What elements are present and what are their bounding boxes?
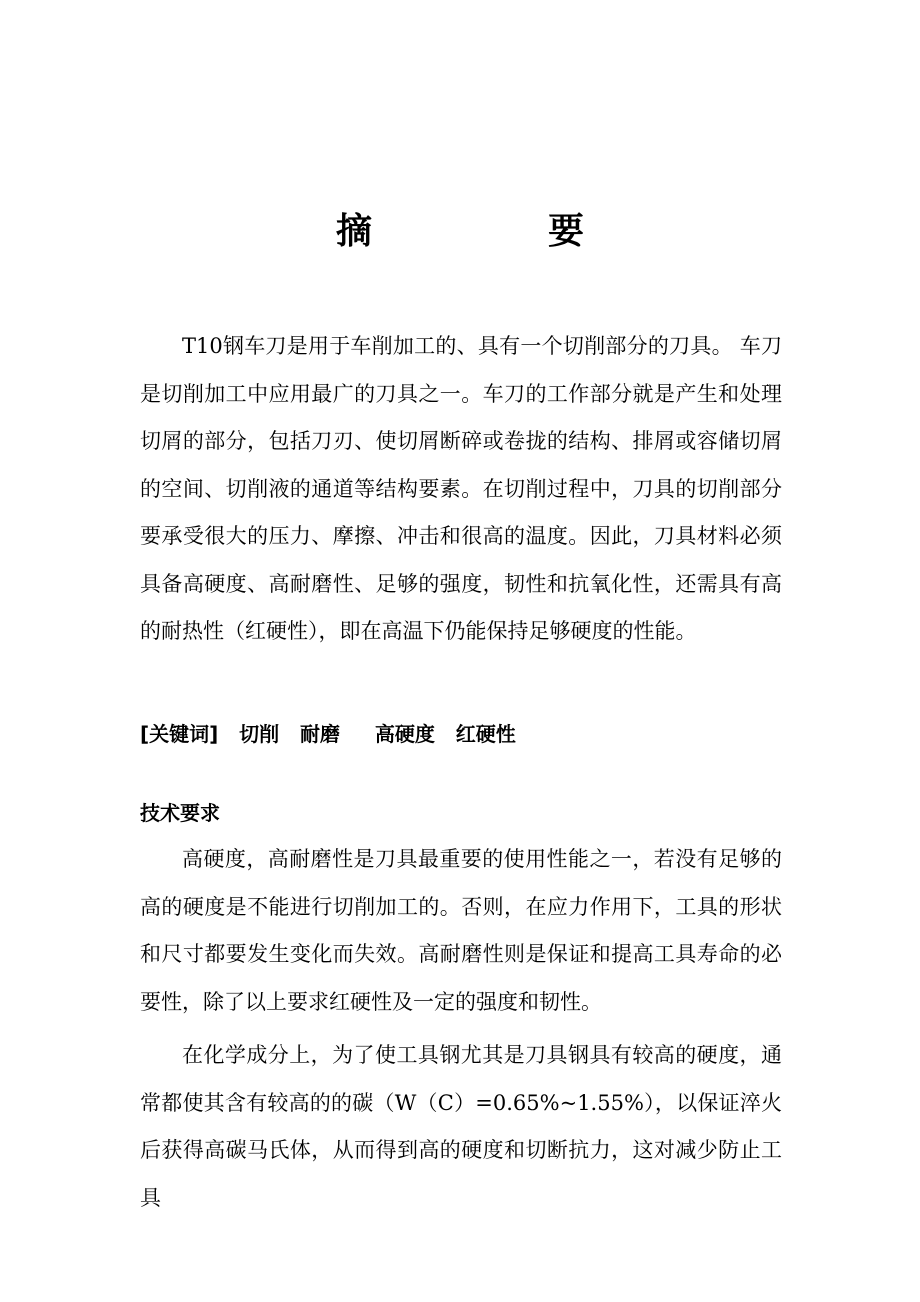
abstract-title: 摘 要 (335, 211, 654, 252)
section-heading-tech-requirements: 技术要求 (140, 801, 220, 825)
abstract-paragraph: T10钢车刀是用于车削加工的、具有一个切削部分的刀具。 车刀是切削加工中应用最广的刀具之一。车刀的工作部分就是产生和处理切屑的部分，包括刀刃、使切屑断碎或卷拢的结构、排屑或容储切屑的空间、切削液的通道等结构要素。在切削过程中，刀具的切削部分要承受很大的压力、摩擦、冲击和很高的温度。因此，刀具材料必须具备高硬度、高耐磨性、足够的强度，韧性和抗氧化性，还需具有高的耐热性（红硬性），即在高温下仍能保持足够硬度的性能。 (140, 334, 782, 643)
tech-paragraph: 高硬度，高耐磨性是刀具最重要的使用性能之一，若没有足够的高的硬度是不能进行切削加工的。否则，在应力作用下，工具的形状和尺寸都要发生变化而失效。高耐磨性则是保证和提高工具寿命的必要性，除了以上要求红硬性及一定的强度和韧性。 (140, 847, 782, 1014)
keywords-line: [关键词] 切削 耐磨 高硬度 红硬性 (140, 722, 516, 746)
tech-paragraph: 在化学成分上，为了使工具钢尤其是刀具钢具有较高的硬度，通常都使其含有较高的的碳（W（C）=0.65%~1.55%），以保证淬火后获得高碳马氏体，从而得到高的硬度和切断抗力，这对减少防止工具 (140, 1043, 783, 1210)
